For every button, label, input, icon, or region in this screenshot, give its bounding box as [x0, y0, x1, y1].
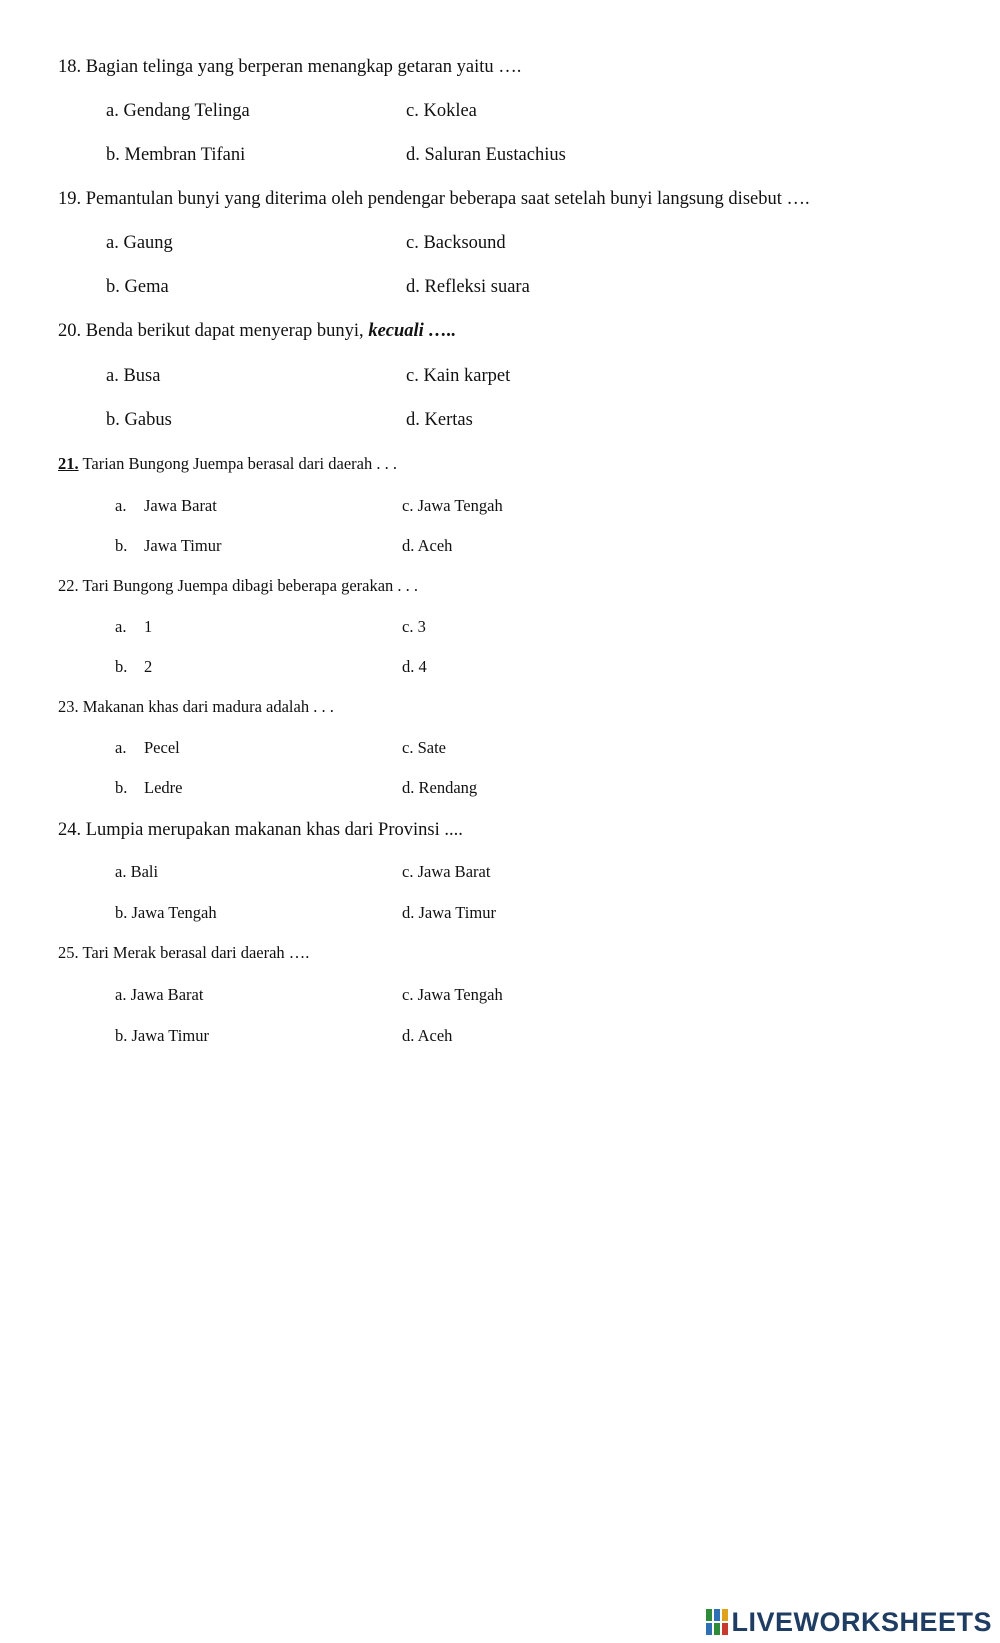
option-b: 2: [144, 657, 153, 676]
question-number: 24.: [58, 820, 82, 840]
option-b: b. Gabus: [106, 410, 172, 430]
option-d: d. Jawa Timur: [402, 903, 496, 922]
option-a: Jawa Barat: [144, 496, 217, 515]
option-a: a. Busa: [106, 366, 161, 386]
question-24: [58, 820, 463, 841]
question-22: [58, 576, 418, 596]
question-emphasis: kecuali …..: [368, 321, 457, 341]
option-b: b. Membran Tifani: [106, 145, 246, 165]
option-a-letter: a.: [115, 617, 127, 636]
option-a: 1: [144, 617, 153, 636]
option-a-letter: a.: [115, 496, 127, 515]
option-a: a. Bali: [115, 862, 159, 881]
question-23: [58, 697, 334, 717]
question-text: Tari Merak berasal dari daerah ….: [82, 943, 310, 962]
option-a: Pecel: [144, 738, 180, 757]
question-19: [58, 189, 810, 210]
option-a: a. Gaung: [106, 233, 173, 253]
option-b: b. Jawa Tengah: [115, 903, 217, 922]
option-b-letter: b.: [115, 536, 128, 555]
option-a: a. Jawa Barat: [115, 985, 204, 1004]
question-number: 23.: [58, 697, 79, 716]
question-number: 19.: [58, 189, 82, 209]
option-b: Ledre: [144, 778, 183, 797]
option-c: c. Jawa Tengah: [402, 496, 503, 515]
question-20: [58, 321, 456, 342]
question-18: [58, 57, 521, 78]
option-c: c. Jawa Barat: [402, 862, 491, 881]
option-d: d. Refleksi suara: [406, 277, 530, 297]
question-text: Tarian Bungong Juempa berasal dari daerah . . .: [82, 454, 397, 473]
option-d: d. Aceh: [402, 1026, 453, 1045]
option-b: b. Jawa Timur: [115, 1026, 209, 1045]
option-a-letter: a.: [115, 738, 127, 757]
option-c: c. 3: [402, 617, 426, 636]
question-number: 21.: [58, 454, 79, 473]
option-b: b. Gema: [106, 277, 169, 297]
option-c: c. Sate: [402, 738, 446, 757]
option-d: d. Rendang: [402, 778, 478, 797]
question-text: Benda berikut dapat menyerap bunyi,: [85, 321, 364, 341]
question-text: Tari Bungong Juempa dibagi beberapa gerakan . . .: [82, 576, 419, 595]
option-c: c. Kain karpet: [406, 366, 511, 386]
option-c: c. Koklea: [406, 101, 477, 121]
question-text: Bagian telinga yang berperan menangkap getaran yaitu ….: [85, 57, 522, 77]
liveworksheets-wordmark: LIVEWORKSHEETS: [731, 1606, 992, 1637]
liveworksheets-logo[interactable]: [706, 1607, 992, 1637]
option-b-letter: b.: [115, 657, 128, 676]
liveworksheets-logo-icon: [706, 1609, 728, 1635]
option-c: c. Jawa Tengah: [402, 985, 503, 1004]
option-a: a. Gendang Telinga: [106, 101, 250, 121]
option-b-letter: b.: [115, 778, 128, 797]
question-text: Makanan khas dari madura adalah . . .: [82, 697, 334, 716]
option-d: d. Kertas: [406, 410, 473, 430]
question-21: [58, 454, 397, 474]
option-d: d. Saluran Eustachius: [406, 145, 566, 165]
option-b: Jawa Timur: [144, 536, 222, 555]
option-c: c. Backsound: [406, 233, 506, 253]
question-number: 22.: [58, 576, 79, 595]
question-text: Pemantulan bunyi yang diterima oleh pendengar beberapa saat setelah bunyi langsung disebut ….: [85, 189, 810, 209]
option-d: d. 4: [402, 657, 427, 676]
question-25: [58, 943, 309, 963]
question-number: 20.: [58, 321, 82, 341]
option-d: d. Aceh: [402, 536, 453, 555]
question-text: Lumpia merupakan makanan khas dari Provinsi ....: [85, 820, 463, 840]
question-number: 18.: [58, 57, 82, 77]
question-number: 25.: [58, 943, 79, 962]
